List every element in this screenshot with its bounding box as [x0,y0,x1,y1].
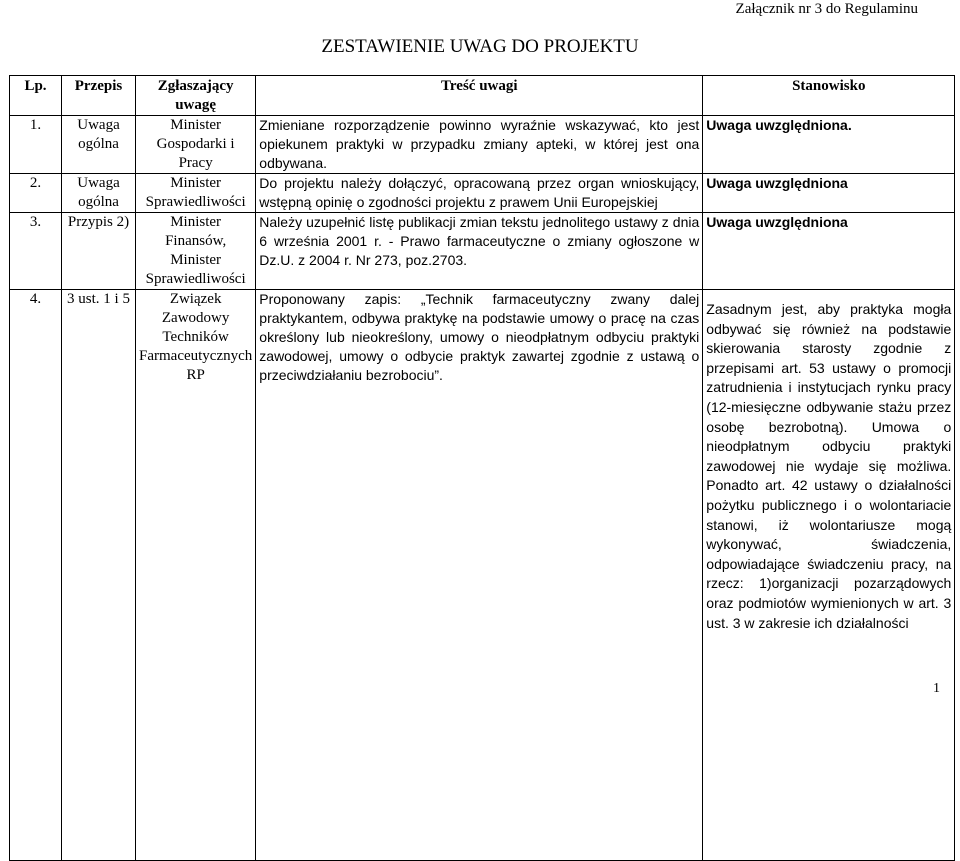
table-header-row [10,76,955,116]
cell-tresc: Do projektu należy dołączyć, opracowaną przez organ wnioskujący, wstępną opinię o zgodności projektu z prawem Unii Europejskiej [256,174,703,213]
cell-tresc: Proponowany zapis: „Technik farmaceutyczny zwany dalej praktykantem, odbywa praktykę na podstawie umowy o pracę na czas określony lub nieokreślony, umowy o nieodpłatnym odbyciu praktyki zawodowej, umowy o odbycie praktyk zawartej zgodnie z ustawą o przeciwdziałaniu bezrobociu”. [256,290,703,861]
table-row [10,290,955,861]
cell-tresc: Zmieniane rozporządzenie powinno wyraźnie wskazywać, kto jest opiekunem praktyki w przypadku zmiany apteki, w której jest ona odbywana. [256,116,703,174]
page-number: 1 [933,681,940,696]
cell-lp: 4. [10,290,62,861]
comments-table [9,75,955,861]
cell-stanowisko [703,290,955,861]
cell-przepis: Uwaga ogólna [62,174,136,213]
stanowisko-text: Zasadnym jest, aby praktyka mogła odbywać się również na podstawie skierowania starosty zgodnie z przepisami art. 53 ustawy o promocji zatrudnienia i instytucjach rynku pracy (12-miesięczne odbywanie stażu przez osobę bezrobotną). Umowa o nieodpłatnym odbyciu praktyki zawodowej nie wydaje się możliwa. Ponadto art. 42 ustawy o działalności pożytku publicznego i o wolontariacie stanowi, iż wolontariusze mogą wykonywać, świadczenia, odpowiadające świadczeniu pracy, na rzecz: 1)organizacji pozarządowych oraz podmiotów wymienionych w art. 3 ust. 3 w zakresie ich działalności [706,301,952,631]
table-row [10,116,955,174]
cell-tresc: Należy uzupełnić listę publikacji zmian tekstu jednolitego ustawy z dnia 6 września 2001 r. - Prawo farmaceutyczne o zmiany ogłoszone w Dz.U. z 2004 r. Nr 273, poz.2703. [256,213,703,290]
cell-zglaszajacy: Minister Gospodarki i Pracy [136,116,256,174]
column-header-tresc: Treść uwagi [256,76,703,116]
cell-stanowisko: Uwaga uwzględniona. [703,116,955,174]
table-row [10,174,955,213]
document-title: ZESTAWIENIE UWAG DO PROJEKTU [321,36,639,57]
cell-przepis: Uwaga ogólna [62,116,136,174]
cell-stanowisko: Uwaga uwzględniona [703,174,955,213]
cell-lp: 3. [10,213,62,290]
table-row [10,213,955,290]
cell-lp: 1. [10,116,62,174]
annex-label: Załącznik nr 3 do Regulaminu [735,1,918,17]
column-header-przepis: Przepis [62,76,136,116]
cell-zglaszajacy: Minister Sprawiedliwości [136,174,256,213]
column-header-stanowisko: Stanowisko [703,76,955,116]
cell-przepis: Przypis 2) [62,213,136,290]
cell-stanowisko: Uwaga uwzględniona [703,213,955,290]
cell-przepis: 3 ust. 1 i 5 [62,290,136,861]
cell-zglaszajacy: Minister Finansów, Minister Sprawiedliwości [136,213,256,290]
cell-lp: 2. [10,174,62,213]
cell-zglaszajacy: Związek Zawodowy Techników Farmaceutycznych RP [136,290,256,861]
column-header-lp: Lp. [10,76,62,116]
column-header-zglaszajacy: Zgłaszający uwagę [136,76,256,116]
